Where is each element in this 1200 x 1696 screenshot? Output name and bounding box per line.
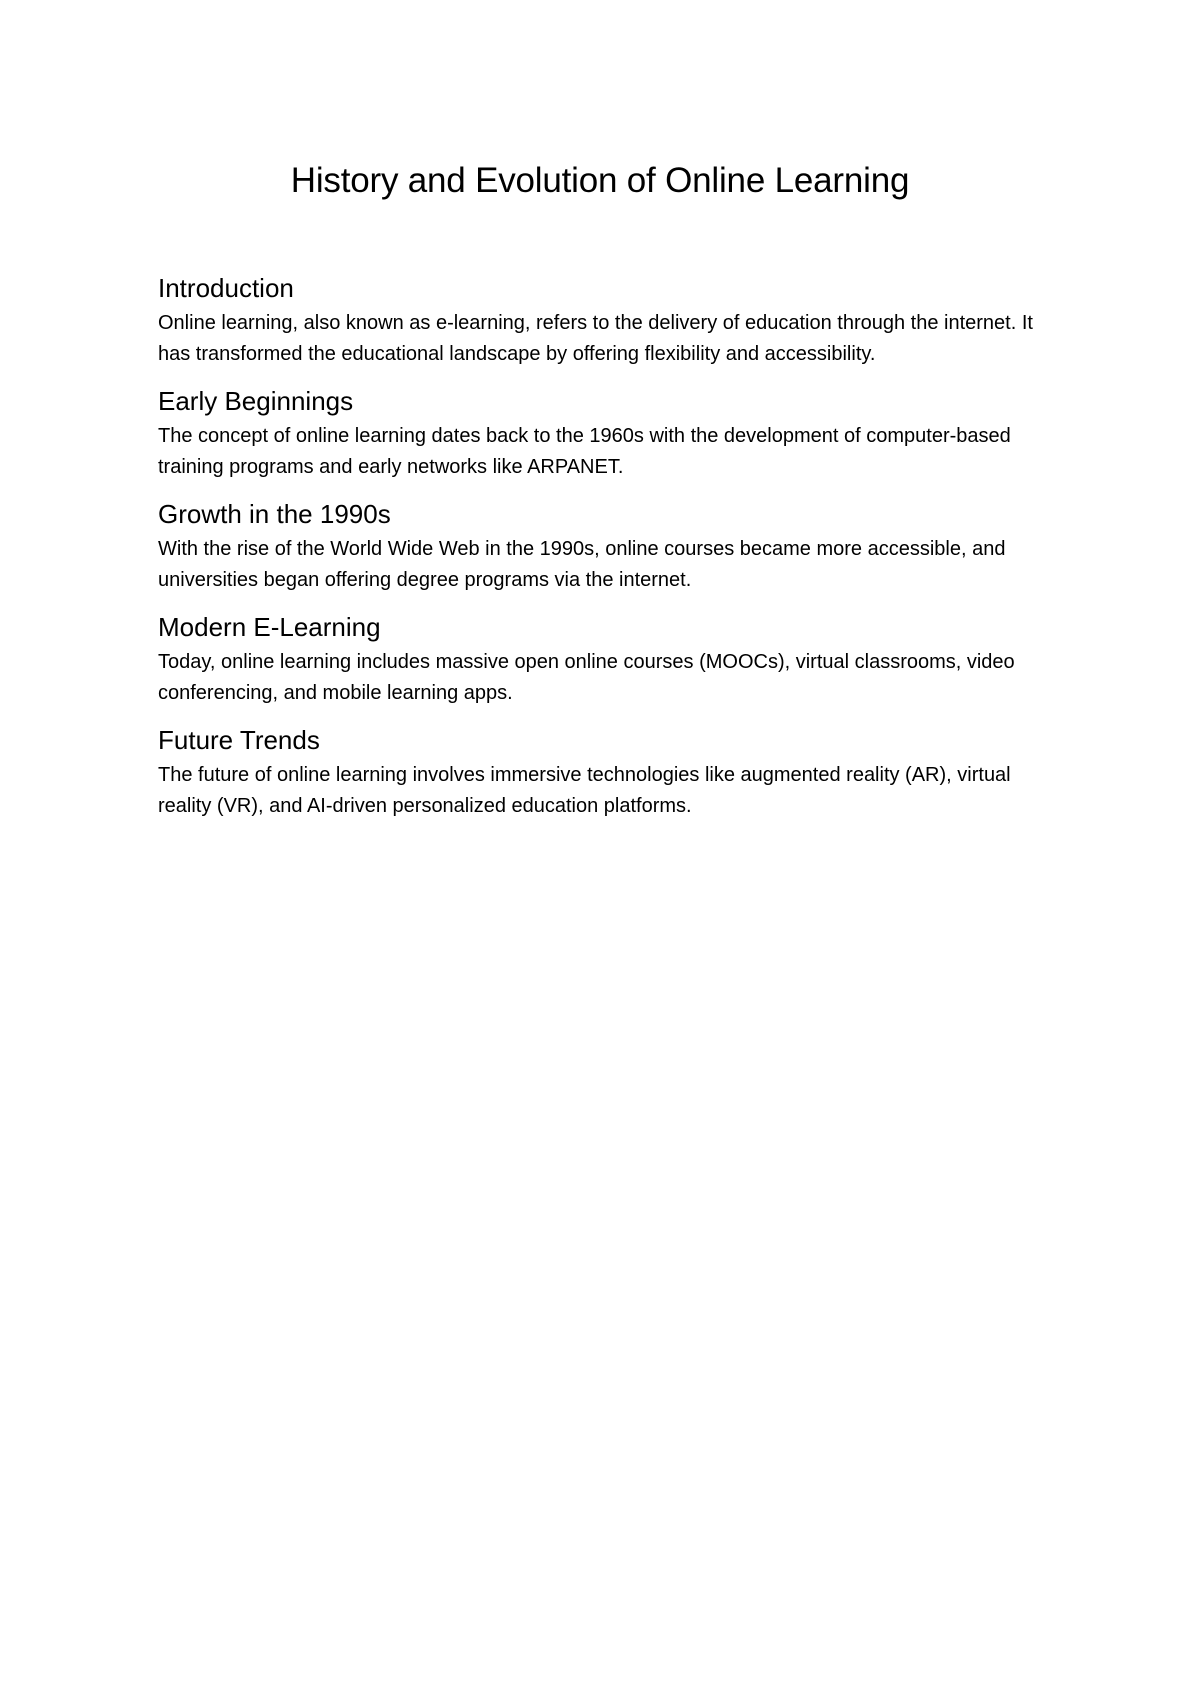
section-modern-e-learning (158, 611, 1058, 709)
document-content (158, 272, 1058, 837)
section-paragraph: The concept of online learning dates back to the 1960s with the development of computer-based training programs and early networks like ARPANET. (158, 425, 1011, 478)
section-paragraph: The future of online learning involves immersive technologies like augmented reality (AR), virtual reality (VR), and AI-driven personalized education platforms. (158, 764, 1011, 817)
section-heading: Introduction (158, 273, 294, 303)
section-heading: Early Beginnings (158, 386, 354, 416)
section-introduction (158, 272, 1058, 370)
section-paragraph: With the rise of the World Wide Web in the 1990s, online courses became more accessible, and universities began offering degree programs via the internet. (158, 538, 1006, 591)
section-future-trends (158, 724, 1058, 822)
section-growth-1990s (158, 498, 1058, 596)
section-heading: Future Trends (158, 725, 320, 755)
section-heading: Modern E-Learning (158, 612, 381, 642)
section-early-beginnings (158, 385, 1058, 483)
section-paragraph: Online learning, also known as e-learning, refers to the delivery of education through the internet. It has transformed the educational landscape by offering flexibility and accessibility. (158, 312, 1033, 365)
section-heading: Growth in the 1990s (158, 499, 391, 529)
document-title: History and Evolution of Online Learning (290, 161, 910, 200)
section-paragraph: Today, online learning includes massive open online courses (MOOCs), virtual classrooms, video conferencing, and mobile learning apps. (158, 651, 1015, 704)
